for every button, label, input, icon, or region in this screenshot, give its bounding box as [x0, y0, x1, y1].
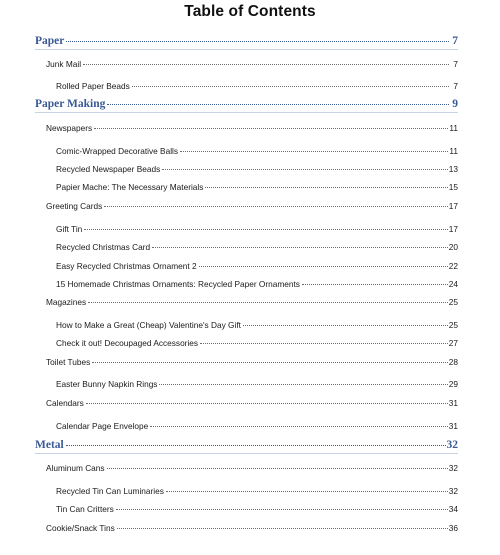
toc-item[interactable]	[56, 180, 458, 194]
toc-item-page-number: 25	[448, 320, 458, 330]
toc-subsection-page-number: 11	[449, 123, 458, 133]
toc-item-label: Tin Can Critters	[56, 504, 114, 514]
toc-subsection-label: Magazines	[46, 297, 87, 307]
dot-leader	[180, 151, 448, 152]
toc-item-label: Comic-Wrapped Decorative Balls	[56, 146, 179, 156]
toc-subsection-label: Newspapers	[46, 123, 93, 133]
toc-item-label: Rolled Paper Beads	[56, 81, 130, 91]
dot-leader	[107, 104, 449, 105]
toc-subsection-label: Junk Mail	[46, 59, 82, 69]
toc-item-label: Papier Mache: The Necessary Materials	[56, 182, 204, 192]
toc-subsection-page-number: 17	[448, 201, 458, 211]
toc-subsection[interactable]	[46, 521, 458, 535]
dot-leader	[150, 426, 448, 427]
toc-item-page-number: 20	[448, 242, 458, 252]
toc-item-label: 15 Homemade Christmas Ornaments: Recycled Paper Ornaments	[56, 279, 300, 289]
page-title: Table of Contents	[184, 3, 316, 20]
toc-subsection-page-number: 25	[448, 297, 458, 307]
toc-subsection[interactable]	[46, 396, 458, 410]
toc-subsection-page-number: 36	[448, 523, 458, 533]
toc-item-page-number: 32	[448, 486, 458, 496]
toc-subsection[interactable]	[46, 461, 458, 475]
toc-item-page-number: 31	[448, 421, 458, 431]
toc-item[interactable]	[56, 144, 458, 158]
toc-item[interactable]	[56, 377, 458, 391]
toc-subsection[interactable]	[46, 121, 458, 135]
toc-subsection[interactable]	[46, 295, 458, 309]
toc-item-label: Recycled Christmas Card	[56, 242, 151, 252]
toc-item-label: Recycled Newspaper Beads	[56, 164, 161, 174]
toc-item-page-number: 27	[448, 338, 458, 348]
dot-leader	[302, 284, 448, 285]
toc-item-label: Check it out! Decoupaged Accessories	[56, 338, 199, 348]
dot-leader	[88, 302, 448, 303]
toc-item-page-number: 34	[448, 504, 458, 514]
dot-leader	[84, 229, 447, 230]
dot-leader	[117, 528, 448, 529]
toc-item[interactable]	[56, 336, 458, 350]
dot-leader	[104, 206, 448, 207]
toc-section[interactable]	[35, 34, 458, 48]
toc-subsection-label: Cookie/Snack Tins	[46, 523, 115, 533]
dot-leader	[83, 64, 449, 65]
toc-item[interactable]	[56, 277, 458, 291]
toc-subsection-label: Toilet Tubes	[46, 357, 91, 367]
toc-item-page-number: 7	[453, 81, 458, 91]
toc-item-page-number: 24	[448, 279, 458, 289]
toc-item-page-number: 22	[448, 261, 458, 271]
toc-section-page-number: 9	[452, 98, 458, 110]
dot-leader	[86, 403, 448, 404]
toc-item-page-number: 13	[448, 164, 458, 174]
section-divider	[35, 453, 458, 454]
toc-item-label: Easter Bunny Napkin Rings	[56, 379, 158, 389]
dot-leader	[116, 509, 448, 510]
section-divider	[35, 49, 458, 50]
toc-section-label: Metal	[35, 439, 64, 451]
toc-item-page-number: 29	[448, 379, 458, 389]
toc-subsection-label: Calendars	[46, 398, 84, 408]
toc-subsection[interactable]	[46, 57, 458, 71]
toc-item-label: Recycled Tin Can Luminaries	[56, 486, 164, 496]
toc-item[interactable]	[56, 259, 458, 273]
toc-item-label: Gift Tin	[56, 224, 83, 234]
toc-section-page-number: 7	[452, 35, 458, 47]
dot-leader	[205, 187, 447, 188]
toc-item-page-number: 15	[448, 182, 458, 192]
dot-leader	[200, 343, 448, 344]
dot-leader	[92, 362, 447, 363]
dot-leader	[107, 468, 448, 469]
toc-item[interactable]	[56, 240, 458, 254]
toc-item[interactable]	[56, 419, 458, 433]
section-divider	[35, 112, 458, 113]
toc-subsection-page-number: 31	[448, 398, 458, 408]
dot-leader	[94, 128, 448, 129]
toc-item-label: Easy Recycled Christmas Ornament 2	[56, 261, 197, 271]
toc-section-label: Paper	[35, 35, 65, 47]
toc-subsection-page-number: 28	[448, 357, 458, 367]
toc-item[interactable]	[56, 318, 458, 332]
dot-leader	[66, 445, 446, 446]
toc-item-page-number: 17	[448, 224, 458, 234]
toc-item-label: Calendar Page Envelope	[56, 421, 149, 431]
dot-leader	[159, 384, 447, 385]
toc-item-page-number: 11	[449, 146, 458, 156]
toc-subsection[interactable]	[46, 355, 458, 369]
toc-section[interactable]	[35, 438, 458, 452]
toc-subsection-label: Greeting Cards	[46, 201, 103, 211]
toc-subsection-page-number: 7	[453, 59, 458, 69]
dot-leader	[199, 266, 448, 267]
dot-leader	[132, 86, 449, 87]
dot-leader	[166, 491, 448, 492]
toc-subsection-page-number: 32	[448, 463, 458, 473]
dot-leader	[243, 325, 448, 326]
toc-section-page-number: 32	[446, 439, 458, 451]
dot-leader	[66, 41, 449, 42]
toc-item[interactable]	[56, 484, 458, 498]
toc-item[interactable]	[56, 162, 458, 176]
dot-leader	[162, 169, 448, 170]
toc-item[interactable]	[56, 222, 458, 236]
toc-section-label: Paper Making	[35, 98, 106, 110]
toc-item[interactable]	[56, 502, 458, 516]
toc-subsection[interactable]	[46, 199, 458, 213]
toc-section[interactable]	[35, 97, 458, 111]
toc-subsection-label: Aluminum Cans	[46, 463, 105, 473]
dot-leader	[152, 247, 448, 248]
toc-item-label: How to Make a Great (Cheap) Valentine's Day Gift	[56, 320, 241, 330]
toc-item[interactable]	[56, 79, 458, 93]
